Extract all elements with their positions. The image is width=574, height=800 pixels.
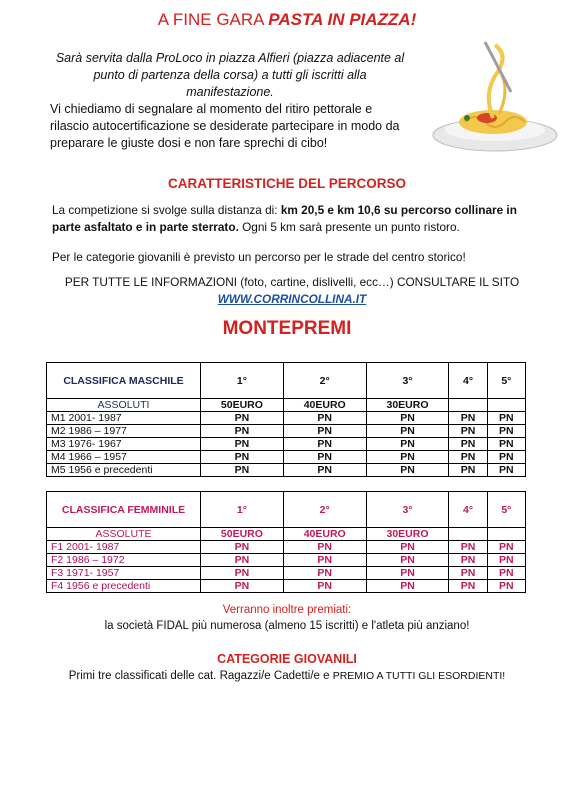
prize-cell: PN	[366, 541, 449, 554]
prize-cell: PN	[487, 464, 525, 477]
table-row	[47, 451, 526, 464]
place-header: 5°	[487, 492, 525, 528]
prize-cell: PN	[449, 425, 487, 438]
prize-cell: PN	[449, 554, 487, 567]
place-header: 3°	[366, 492, 449, 528]
place-header: 1°	[201, 363, 284, 399]
prize-cell: PN	[201, 554, 284, 567]
row-label: F4 1956 e precedenti	[47, 580, 201, 593]
intro-line-1: Sarà servita dalla ProLoco in piazza Alfieri (piazza adiacente al punto di partenza della corsa) a tutti gli iscritti alla manifestazione.	[55, 51, 405, 99]
place-header: 4°	[449, 363, 487, 399]
prize-cell: PN	[487, 425, 525, 438]
row-label: M4 1966 – 1957	[47, 451, 201, 464]
prize-cell: PN	[283, 412, 366, 425]
prize-cell: 50EURO	[201, 528, 284, 541]
prize-cell: PN	[487, 438, 525, 451]
row-label: F1 2001- 1987	[47, 541, 201, 554]
prize-cell: PN	[487, 567, 525, 580]
place-header: 5°	[487, 363, 525, 399]
prize-cell: PN	[449, 580, 487, 593]
prize-cell: PN	[283, 580, 366, 593]
giovanili-text: Primi tre classificati delle cat. Ragazzi/e Cadetti/e e PREMIO A TUTTI GLI ESORDIENTI!	[68, 670, 506, 682]
row-label: M1 2001- 1987	[47, 412, 201, 425]
table-row	[47, 580, 526, 593]
prize-cell: PN	[487, 554, 525, 567]
table-header-label: CLASSIFICA MASCHILE	[47, 363, 201, 399]
male-prize-table	[46, 362, 526, 477]
info-text: PER TUTTE LE INFORMAZIONI (foto, cartine, dislivelli, ecc…) CONSULTARE IL SITO WWW.CORRINCOLLINA.IT	[64, 275, 520, 306]
table-row	[47, 464, 526, 477]
prize-cell: PN	[449, 438, 487, 451]
table-row	[47, 528, 526, 541]
row-label: M3 1976- 1967	[47, 438, 201, 451]
table-header-label: CLASSIFICA FEMMINILE	[47, 492, 201, 528]
prize-cell: PN	[201, 438, 284, 451]
table-row	[47, 567, 526, 580]
giovanili-route-text: Per le categorie giovanili è previsto un percorso per le strade del centro storico!	[52, 250, 466, 264]
prize-cell: 30EURO	[366, 399, 449, 412]
page-title: A FINE GARA PASTA IN PIAZZA!	[157, 10, 417, 29]
table-row	[47, 412, 526, 425]
prize-cell: PN	[201, 580, 284, 593]
prize-cell: PN	[366, 438, 449, 451]
prize-cell: PN	[449, 567, 487, 580]
percorso-title: CARATTERISTICHE DEL PERCORSO	[167, 176, 407, 191]
percorso-text: La competizione si svolge sulla distanza di: km 20,5 e km 10,6 su percorso collinare in parte asfaltato e in parte sterrato. Ogni 5 km sarà presente un punto ristoro.	[52, 203, 517, 234]
prize-cell: PN	[283, 425, 366, 438]
table-header-row	[47, 492, 526, 528]
montepremi-title: MONTEPREMI	[222, 318, 352, 339]
prize-cell: PN	[201, 567, 284, 580]
pasta-plate-image	[425, 40, 565, 160]
table-header-row	[47, 363, 526, 399]
prize-cell: PN	[449, 451, 487, 464]
row-label: M2 1986 – 1977	[47, 425, 201, 438]
prize-cell: PN	[201, 541, 284, 554]
place-header: 2°	[283, 492, 366, 528]
prize-cell: PN	[366, 451, 449, 464]
prize-cell: 40EURO	[283, 399, 366, 412]
row-label: F2 1986 – 1972	[47, 554, 201, 567]
place-header: 1°	[201, 492, 284, 528]
prize-cell: 30EURO	[366, 528, 449, 541]
prize-cell: PN	[487, 451, 525, 464]
prize-cell	[487, 399, 525, 412]
row-label: M5 1956 e precedenti	[47, 464, 201, 477]
prize-cell: PN	[201, 425, 284, 438]
prize-cell: PN	[449, 464, 487, 477]
row-label: ASSOLUTE	[47, 528, 201, 541]
female-prize-table	[46, 491, 526, 593]
prize-cell: PN	[366, 412, 449, 425]
giovanili-title: CATEGORIE GIOVANILI	[217, 652, 357, 666]
extra-title: Verranno inoltre premiati:	[222, 604, 352, 616]
prize-cell: PN	[201, 451, 284, 464]
prize-cell: 40EURO	[283, 528, 366, 541]
prize-cell: PN	[366, 580, 449, 593]
prize-cell: 50EURO	[201, 399, 284, 412]
prize-cell	[449, 399, 487, 412]
table-row	[47, 541, 526, 554]
prize-cell: PN	[487, 412, 525, 425]
prize-cell: PN	[487, 580, 525, 593]
intro-line-2: Vi chiediamo di segnalare al momento del ritiro pettorale e rilascio autocertificazione se desiderate partecipare in modo da preparare le giuste dosi e non fare sprechi di cibo!	[50, 102, 400, 150]
table-row	[47, 425, 526, 438]
prize-cell: PN	[449, 412, 487, 425]
prize-cell: PN	[366, 464, 449, 477]
prize-cell: PN	[201, 412, 284, 425]
prize-cell	[487, 528, 525, 541]
intro-block	[50, 50, 410, 152]
prize-cell: PN	[366, 567, 449, 580]
prize-cell: PN	[283, 438, 366, 451]
prize-cell: PN	[283, 554, 366, 567]
place-header: 2°	[283, 363, 366, 399]
prize-cell: PN	[487, 541, 525, 554]
title-emphasis: PASTA IN PIAZZA!	[268, 10, 417, 29]
place-header: 3°	[366, 363, 449, 399]
prize-cell: PN	[283, 464, 366, 477]
prize-cell: PN	[283, 451, 366, 464]
prize-cell	[449, 528, 487, 541]
place-header: 4°	[449, 492, 487, 528]
table-row	[47, 399, 526, 412]
extra-text: la società FIDAL più numerosa (almeno 15 iscritti) e l'atleta più anziano!	[104, 620, 470, 632]
table-row	[47, 438, 526, 451]
prize-cell: PN	[366, 554, 449, 567]
prize-cell: PN	[449, 541, 487, 554]
row-label: F3 1971- 1957	[47, 567, 201, 580]
site-link[interactable]: WWW.CORRINCOLLINA.IT	[217, 292, 367, 306]
row-label: ASSOLUTI	[47, 399, 201, 412]
table-row	[47, 554, 526, 567]
prize-cell: PN	[283, 541, 366, 554]
prize-cell: PN	[283, 567, 366, 580]
prize-cell: PN	[201, 464, 284, 477]
prize-cell: PN	[366, 425, 449, 438]
